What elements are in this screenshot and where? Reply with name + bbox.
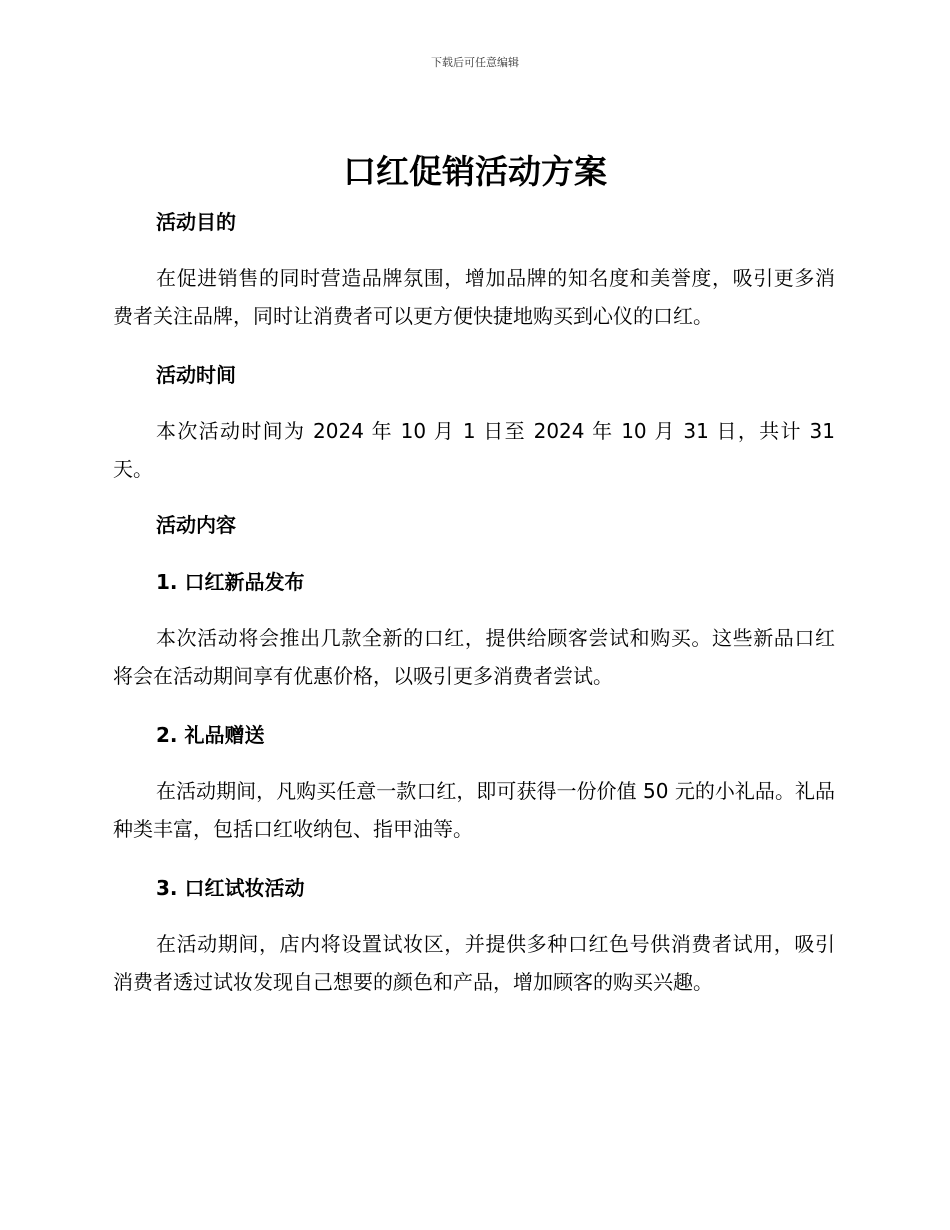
subsection-heading-new-product: 1. 口红新品发布 — [156, 570, 305, 594]
subsection-heading-gift: 2. 礼品赠送 — [156, 723, 265, 747]
document-body — [113, 202, 835, 1001]
paragraph-gift: 在活动期间，凡购买任意一款口红，即可获得一份价值 50 元的小礼品。礼品种类丰富，包括口红收纳包、指甲油等。 — [113, 779, 835, 841]
section-heading-objective: 活动目的 — [156, 210, 236, 234]
subsection-heading-trial: 3. 口红试妆活动 — [156, 876, 305, 900]
section-heading-time: 活动时间 — [156, 363, 236, 387]
paragraph-objective: 在促进销售的同时营造品牌氛围，增加品牌的知名度和美誉度，吸引更多消费者关注品牌，同时让消费者可以更方便快捷地购买到心仪的口红。 — [113, 266, 835, 328]
paragraph-time: 本次活动时间为 2024 年 10 月 1 日至 2024 年 10 月 31 日，共计 31 天。 — [113, 419, 835, 481]
document-title: 口红促销活动方案 — [343, 152, 607, 191]
paragraph-trial: 在活动期间，店内将设置试妆区，并提供多种口红色号供消费者试用，吸引消费者透过试妆发现自己想要的颜色和产品，增加顾客的购买兴趣。 — [113, 932, 835, 994]
paragraph-new-product: 本次活动将会推出几款全新的口红，提供给顾客尝试和购买。这些新品口红将会在活动期间享有优惠价格，以吸引更多消费者尝试。 — [113, 626, 835, 688]
section-heading-content: 活动内容 — [156, 513, 236, 537]
page-header-note: 下载后可任意编辑 — [431, 56, 519, 69]
